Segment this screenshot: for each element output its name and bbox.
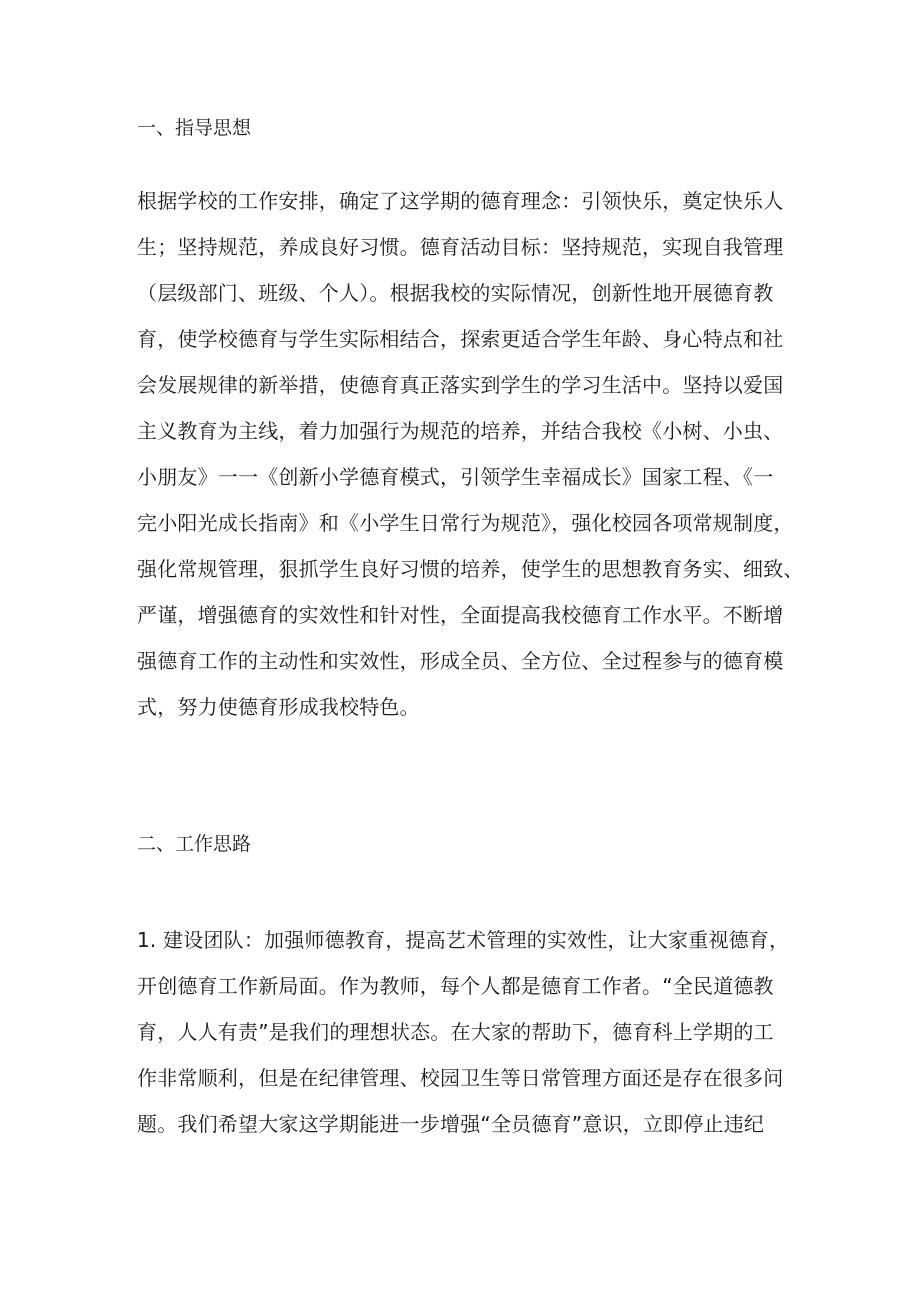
text-line: 1. 建设团队：加强师德教育，提高艺术管理的实效性，让大家重视德育， xyxy=(137,928,790,952)
text-line: （层级部门、班级、个人）。根据我校的实际情况，创新性地开展德育教 xyxy=(137,281,774,305)
text-line: 生；坚持规范，养成良好习惯。德育活动目标：坚持规范，实现自我管理 xyxy=(137,235,784,259)
text-line: 式，努力使德育形成我校特色。 xyxy=(137,695,420,719)
paragraph-work-approach xyxy=(137,917,790,1147)
text-line: 主义教育为主线，着力加强行为规范的培养，并结合我校《小树、小虫、 xyxy=(137,419,784,443)
text-line: 育，人人有责”是我们的理想状态。在大家的帮助下，德育科上学期的工 xyxy=(137,1020,774,1044)
text-line: 小朋友》一一《创新小学德育模式，引领学生幸福成长》国家工程、《一 xyxy=(137,465,774,489)
text-line: 作非常顺利，但是在纪律管理、校园卫生等日常管理方面还是存在很多问 xyxy=(137,1066,784,1090)
text-line: 完小阳光成长指南》和《小学生日常行为规范》，强化校园各项常规制度， xyxy=(137,511,794,535)
text-line: 题。我们希望大家这学期能进一步增强“全员德育”意识，立即停止违纪 xyxy=(137,1112,765,1136)
text-line: 育，使学校德育与学生实际相结合，探索更适合学生年龄、身心特点和社 xyxy=(137,327,784,351)
paragraph-guiding-ideology xyxy=(137,178,804,730)
text-line: 开创德育工作新局面。作为教师，每个人都是德育工作者。“全民道德教 xyxy=(137,974,774,998)
text-line: 强化常规管理，狠抓学生良好习惯的培养，使学生的思想教育务实、细致、 xyxy=(137,557,804,581)
text-line: 强德育工作的主动性和实效性，形成全员、全方位、全过程参与的德育模 xyxy=(137,649,784,673)
section-heading-work-approach: 二、工作思路 xyxy=(137,833,252,855)
section-heading-guiding-ideology: 一、指导思想 xyxy=(137,117,252,139)
text-line: 严谨，增强德育的实效性和针对性，全面提高我校德育工作水平。不断增 xyxy=(137,603,784,627)
text-line: 根据学校的工作安排，确定了这学期的德育理念：引领快乐，奠定快乐人 xyxy=(137,189,784,213)
text-line: 会发展规律的新举措，使德育真正落实到学生的学习生活中。坚持以爱国 xyxy=(137,373,784,397)
